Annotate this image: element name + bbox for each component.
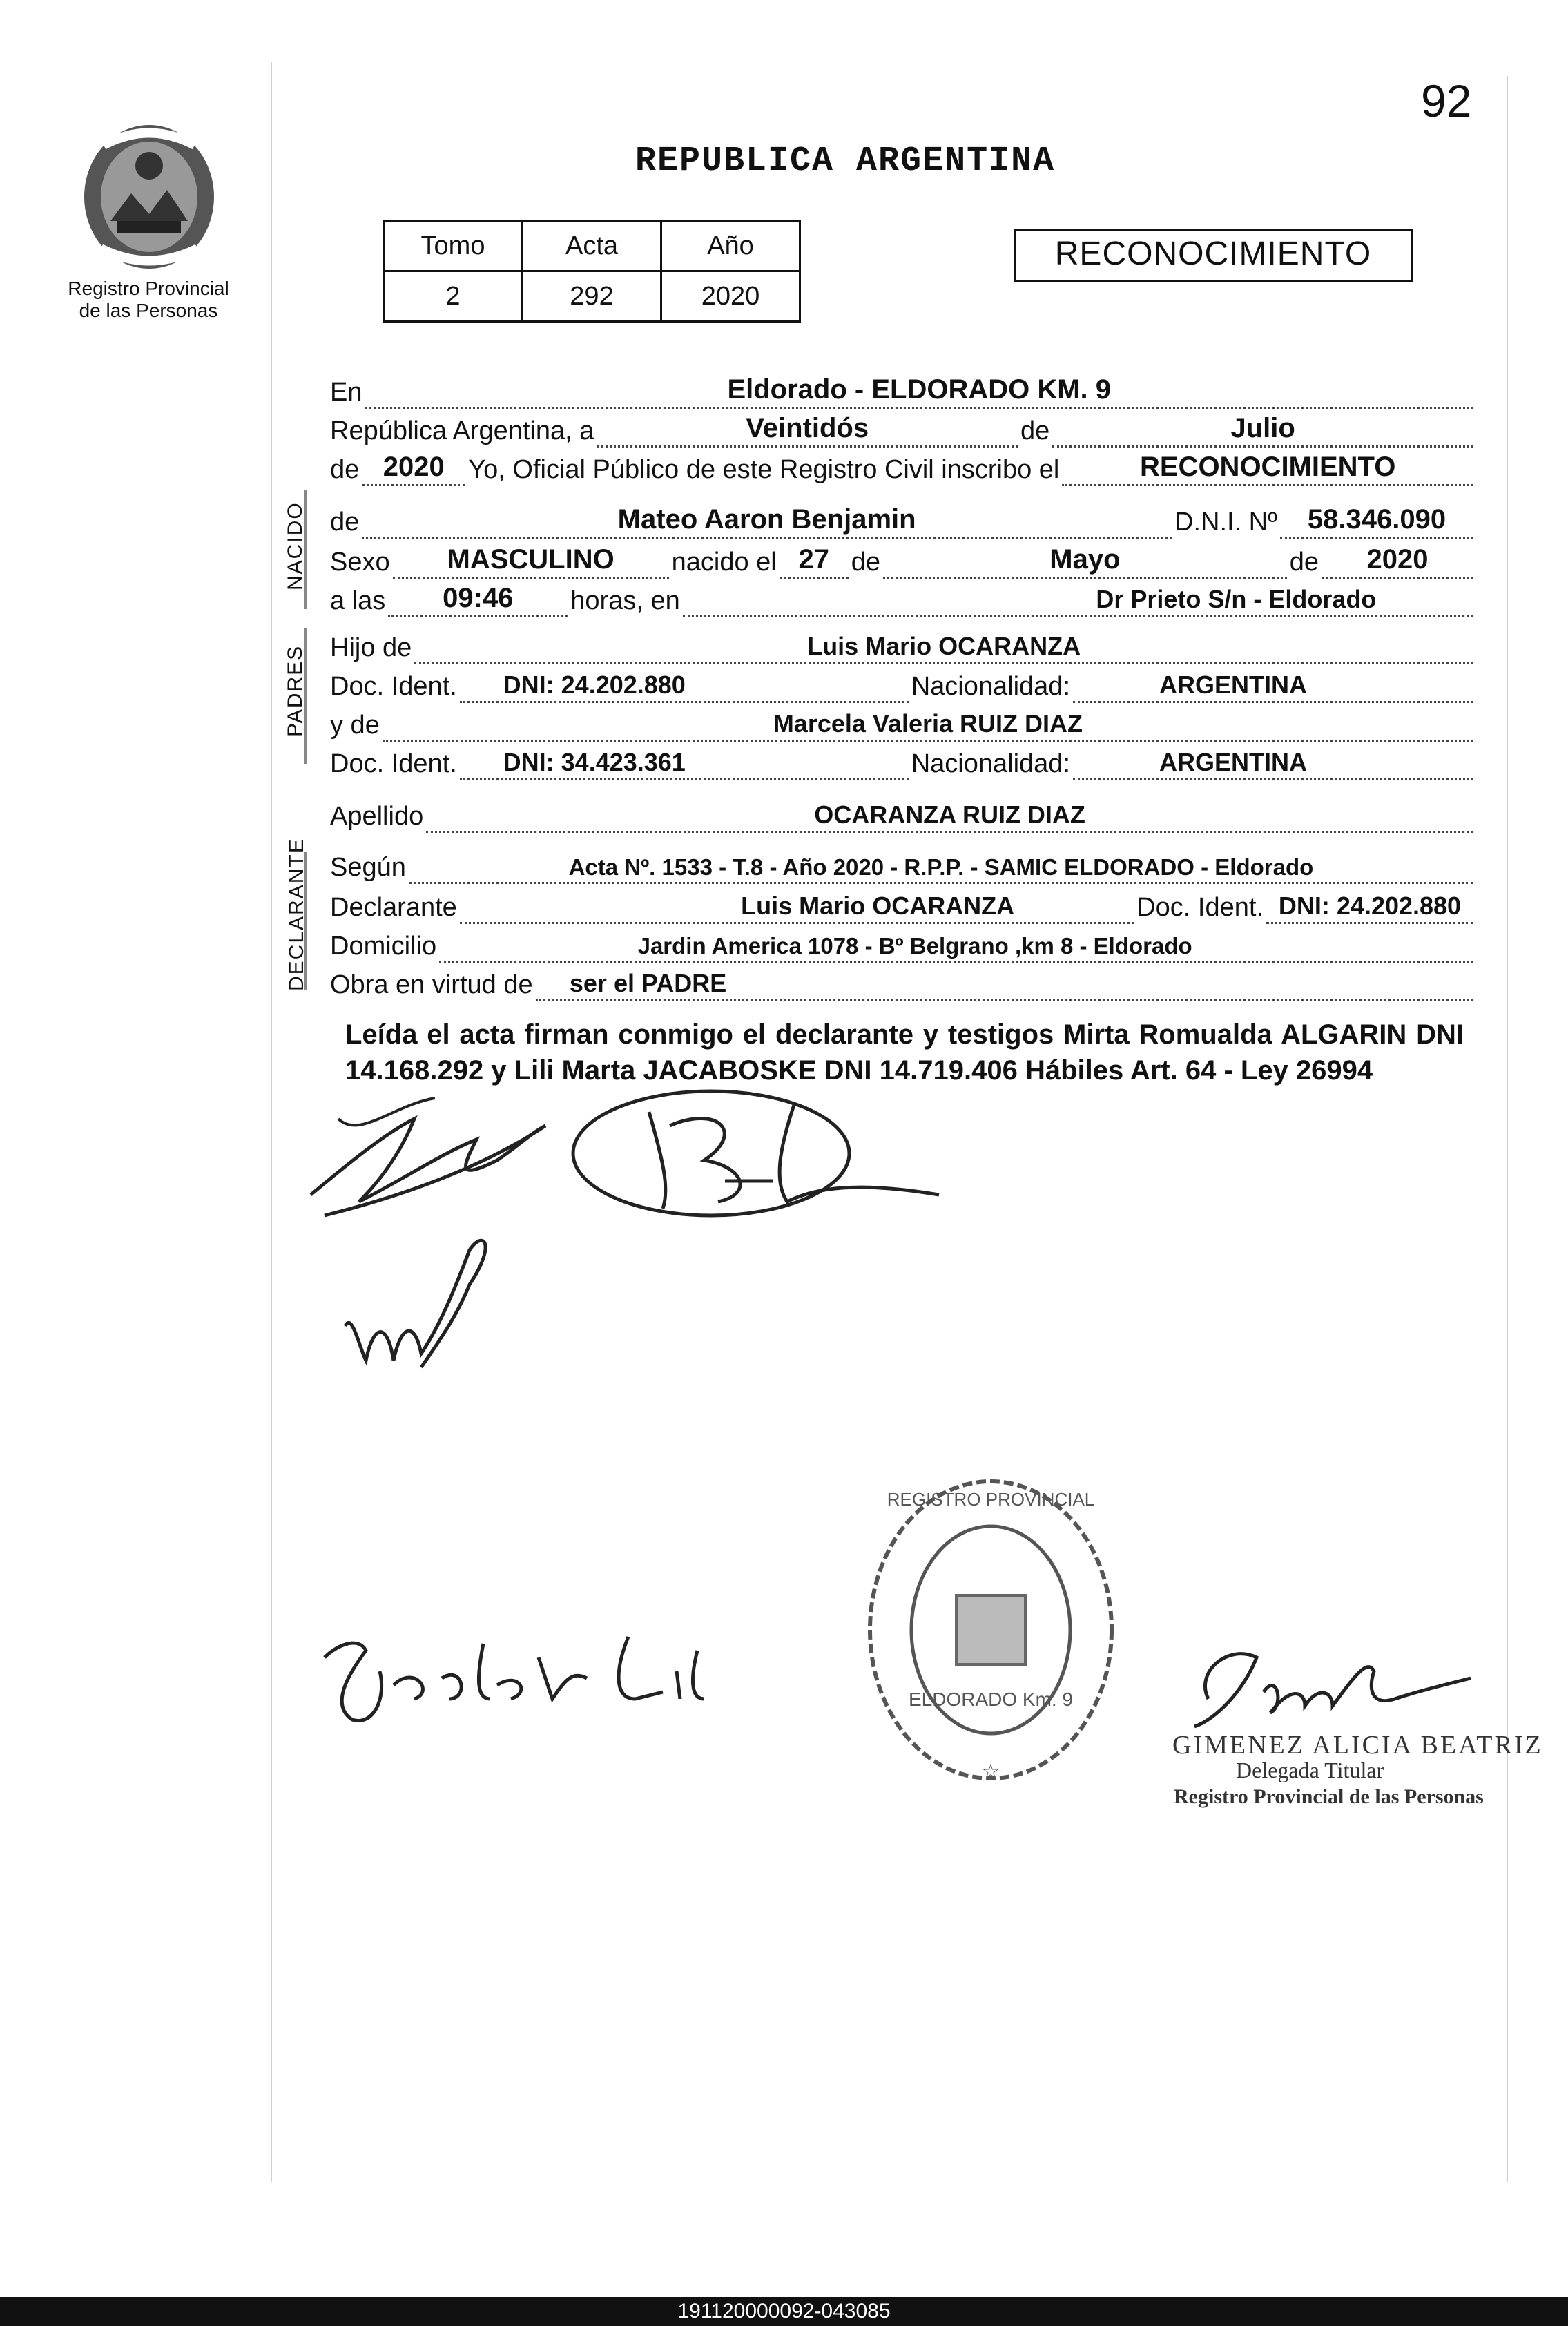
field-dni [1280, 497, 1473, 539]
section-label-nacido: NACIDO [284, 501, 307, 590]
label-hijo: Hijo de [330, 633, 412, 662]
footer-code: 191120000092-043085 [677, 2300, 891, 2323]
field-year [362, 444, 465, 486]
table-header-acta: Acta [523, 221, 661, 271]
value-domicilio: Jardin America 1078 - Bº Belgrano ,km 8 - Eldorado [637, 933, 1192, 959]
field-segun [409, 842, 1473, 884]
field-inscribo [1062, 444, 1473, 486]
signature-witness-3 [304, 1616, 759, 1733]
value-declarante: Luis Mario OCARANZA [741, 892, 1015, 920]
field-mother-nat [1073, 738, 1473, 780]
value-dni: 58.346.090 [1307, 504, 1446, 535]
label-yo: Yo, Oficial Público de este Registro Civil inscribo el [468, 455, 1060, 484]
page-title: REPUBLICA ARGENTINA [635, 142, 1056, 181]
value-obra: ser el PADRE [569, 969, 727, 997]
page-number: 92 [1421, 75, 1472, 126]
label-republica: República Argentina, a [330, 416, 594, 445]
value-place: Dr Prieto S/n - Eldorado [1096, 585, 1377, 613]
field-en [365, 367, 1473, 409]
value-year: 2020 [383, 452, 445, 482]
signature-officer [1167, 1630, 1484, 1740]
label-horas: horas, en [570, 586, 680, 615]
svg-text:☆: ☆ [981, 1760, 1000, 1784]
field-declarante [460, 882, 1134, 924]
value-mother-nat: ARGENTINA [1159, 748, 1307, 776]
label-father-nat: Nacionalidad: [911, 672, 1070, 701]
row-domicilio [330, 923, 1476, 963]
label-alas: a las [330, 586, 386, 615]
field-day [597, 405, 1018, 448]
officer-role: Delegada Titular [1236, 1758, 1384, 1782]
row-obra [330, 961, 1476, 1001]
closing-paragraph: Leída el acta firman conmigo el declarante y testigos Mirta Romualda ALGARIN DNI 14.168.292 y Lili Marta JACABOSKE DNI 14.719.406 Hábiles Art. 64 - Ley 26994 [345, 1019, 1464, 1086]
value-birth-day: 27 [798, 544, 829, 575]
registry-table [383, 220, 801, 323]
field-hour [388, 575, 568, 617]
label-decl-doc: Doc. Ident. [1136, 893, 1264, 922]
value-sexo: MASCULINO [447, 544, 614, 575]
svg-text:REGISTRO PROVINCIAL: REGISTRO PROVINCIAL [887, 1489, 1095, 1510]
label-mother-nat: Nacionalidad: [911, 749, 1070, 778]
value-father: Luis Mario OCARANZA [807, 632, 1081, 660]
value-segun: Acta Nº. 1533 - T.8 - Año 2020 - R.P.P. - SAMIC ELDORADO - Eldorado [568, 854, 1314, 880]
value-hour: 09:46 [443, 583, 514, 613]
label-de5: de [1289, 548, 1319, 577]
row-father-doc [330, 663, 1476, 703]
value-day: Veintidós [746, 413, 869, 443]
official-stamp [856, 1464, 1125, 1796]
signature-witness-2 [331, 1222, 511, 1381]
value-month: Julio [1230, 413, 1295, 443]
value-birth-year: 2020 [1366, 544, 1429, 575]
label-nacido: nacido el [671, 548, 777, 577]
field-father [414, 622, 1473, 664]
value-apellido: OCARANZA RUIZ DIAZ [814, 800, 1085, 829]
row-hour [330, 577, 1476, 617]
table-header-anio: Año [661, 221, 800, 271]
field-mother [383, 700, 1473, 742]
label-en: En [330, 378, 362, 407]
officer-name: GIMENEZ ALICIA BEATRIZ [1172, 1731, 1543, 1760]
act-type-box: RECONOCIMIENTO [1014, 229, 1413, 282]
label-declarante: Declarante [330, 893, 457, 922]
table-header-tomo: Tomo [384, 221, 523, 271]
row-sexo [330, 539, 1476, 579]
field-obra [536, 959, 1473, 1001]
row-apellido [330, 793, 1476, 833]
logo-caption-line1: Registro Provincial [68, 278, 229, 299]
value-decl-doc: DNI: 24.202.880 [1278, 892, 1462, 920]
label-father-doc: Doc. Ident. [330, 672, 457, 701]
field-father-doc [460, 661, 909, 703]
footer-code-bar [0, 2297, 1568, 2326]
field-decl-doc [1266, 882, 1473, 924]
table-value-tomo: 2 [384, 271, 523, 322]
table-value-acta: 292 [523, 271, 661, 322]
margin-line-right [1507, 76, 1508, 2182]
field-month [1052, 405, 1473, 448]
label-de2: de [330, 455, 360, 484]
value-inscribo: RECONOCIMIENTO [1139, 452, 1396, 482]
margin-line-left [271, 62, 272, 2182]
row-father [330, 624, 1476, 664]
label-de4: de [851, 548, 881, 577]
logo-caption-line2: de las Personas [79, 300, 218, 321]
value-mother: Marcela Valeria RUIZ DIAZ [773, 709, 1083, 738]
svg-text:ELDORADO Km. 9: ELDORADO Km. 9 [908, 1689, 1074, 1710]
field-place [683, 575, 1473, 617]
field-birth-year [1322, 537, 1473, 579]
row-year [330, 446, 1476, 486]
row-name [330, 499, 1476, 539]
value-father-doc: DNI: 24.202.880 [503, 671, 686, 699]
signature-witness-1 [566, 1077, 953, 1236]
label-yde: y de [330, 711, 380, 740]
table-value-anio: 2020 [661, 271, 800, 322]
field-apellido [426, 791, 1473, 833]
label-domicilio: Domicilio [330, 932, 437, 961]
row-en [330, 369, 1476, 409]
label-dni: D.N.I. Nº [1174, 508, 1277, 537]
field-birth-day [780, 537, 849, 579]
value-name: Mateo Aaron Benjamin [617, 504, 916, 535]
section-label-declarante: DECLARANTE [285, 838, 308, 991]
value-mother-doc: DNI: 34.423.361 [503, 748, 686, 776]
section-label-padres: PADRES [284, 644, 307, 737]
field-name [362, 497, 1172, 539]
row-republica [330, 407, 1476, 448]
label-obra: Obra en virtud de [330, 970, 533, 999]
row-mother-doc [330, 740, 1476, 780]
value-birth-month: Mayo [1049, 544, 1121, 575]
row-mother [330, 702, 1476, 742]
province-seal-logo [76, 117, 222, 276]
field-birth-month [883, 537, 1287, 579]
row-declarante [330, 884, 1476, 924]
logo-caption [41, 278, 255, 322]
officer-office: Registro Provincial de las Personas [1174, 1785, 1484, 1808]
label-apellido: Apellido [330, 802, 424, 831]
signature-declarante [297, 1077, 573, 1236]
row-segun [330, 844, 1476, 884]
value-en: Eldorado - ELDORADO KM. 9 [727, 374, 1112, 405]
label-segun: Según [330, 853, 406, 882]
field-mother-doc [460, 738, 909, 780]
label-sexo: Sexo [330, 548, 390, 577]
field-sexo [393, 537, 669, 579]
label-de3: de [330, 508, 360, 537]
field-father-nat [1073, 661, 1473, 703]
value-father-nat: ARGENTINA [1159, 671, 1307, 699]
field-domicilio [439, 921, 1473, 963]
label-mother-doc: Doc. Ident. [330, 749, 457, 778]
label-de: de [1020, 416, 1050, 445]
